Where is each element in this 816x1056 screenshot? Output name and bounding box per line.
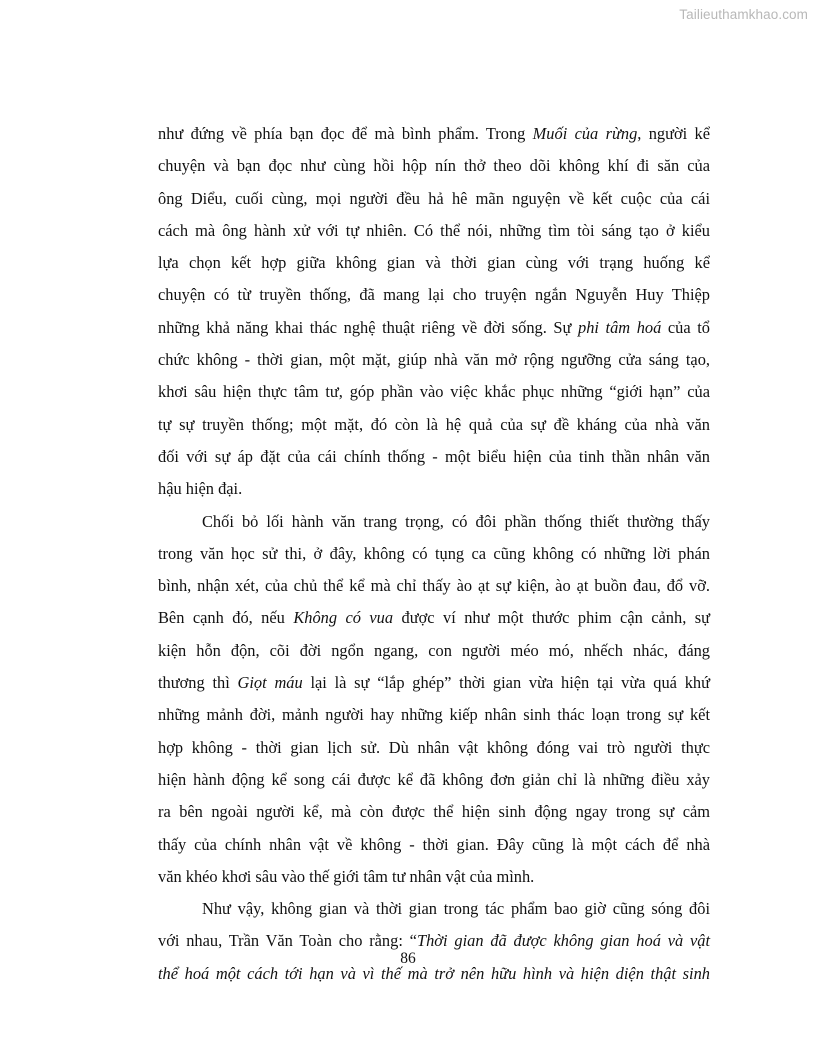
- text-run: đối với sự áp đặt của cái chính thống - một biểu hiện của tinh thần nhân văn: [158, 446, 710, 466]
- text-line: [158, 473, 710, 505]
- text-line: [158, 506, 710, 538]
- text-line: [158, 215, 710, 247]
- text-line: [158, 796, 710, 828]
- text-run: trong văn học sử thi, ở đây, không có tụng ca cũng không có những lời phán: [158, 543, 710, 563]
- text-run: hậu hiện đại.: [158, 479, 243, 499]
- text-run: kiện hỗn độn, cõi đời ngổn ngang, con người méo mó, nhếch nhác, đáng: [158, 640, 710, 660]
- text-run: hiện hành động kể song cái được kể đã không đơn giản chỉ là những điều xảy: [158, 769, 710, 789]
- italic-title: Muối của rừng: [532, 124, 638, 143]
- text-run: bình, nhận xét, của chủ thể kể mà chỉ thấy ào ạt sự kiện, ào ạt buồn đau, đổ vỡ.: [158, 576, 710, 596]
- text-run: của tổ: [661, 317, 710, 337]
- text-run: khơi sâu hiện thực tâm tư, góp phần vào việc khắc phục những “giới hạn” của: [158, 382, 710, 402]
- text-line: [158, 570, 710, 602]
- paragraph-1: [158, 118, 710, 506]
- text-run: ông Diểu, cuối cùng, mọi người đều hả hê mãn nguyện về kết cuộc của cái: [158, 188, 710, 208]
- italic-title: Giọt máu: [237, 673, 303, 693]
- text-run: những mảnh đời, mảnh người hay những kiếp nhân sinh thác loạn trong sự kết: [158, 705, 710, 725]
- text-run: tự sự truyền thống; một mặt, đó còn là hệ quả của sự đề kháng của nhà văn: [158, 414, 710, 434]
- text-line: [158, 764, 710, 796]
- text-line: [158, 247, 710, 279]
- italic-title: thể hoá một cách tới hạn và vì thế mà trở nên hữu hình và hiện diện thật sinh: [158, 963, 710, 983]
- text-run: văn khéo khơi sâu vào thế giới tâm tư nhân vật của mình.: [158, 866, 535, 886]
- text-run: những khả năng khai thác nghệ thuật riêng về đời sống. Sự: [158, 317, 579, 337]
- text-line: [158, 861, 710, 893]
- text-line: [158, 667, 710, 699]
- text-line: [158, 635, 710, 667]
- italic-title: Thời gian đã được không gian hoá và vật: [416, 931, 711, 951]
- italic-title: phi tâm hoá: [578, 317, 662, 337]
- text-line: [158, 150, 710, 182]
- watermark: Tailieuthamkhao.com: [679, 7, 808, 22]
- text-line: [158, 376, 710, 408]
- text-run: Chối bỏ lối hành văn trang trọng, có đôi phần thống thiết thường thấy: [202, 511, 710, 531]
- text-run: Như vậy, không gian và thời gian trong tác phẩm bao giờ cũng sóng đôi: [202, 899, 710, 919]
- italic-title: Không có vua: [293, 608, 394, 628]
- text-line: [158, 893, 710, 925]
- text-line: [158, 118, 710, 150]
- text-run: thương thì: [158, 673, 238, 693]
- text-run: chuyện có từ truyền thống, đã mang lại cho truyện ngắn Nguyễn Huy Thiệp: [158, 285, 710, 305]
- document-body: [158, 118, 710, 990]
- text-run: ra bên ngoài người kể, mà còn được thể hiện sinh động ngay trong sự cảm: [158, 802, 710, 822]
- text-line: [158, 829, 710, 861]
- text-line: [158, 732, 710, 764]
- text-line: [158, 183, 710, 215]
- text-line: [158, 538, 710, 570]
- text-run: chức không - thời gian, một mặt, giúp nhà văn mở rộng ngưỡng cửa sáng tạo,: [158, 350, 710, 370]
- text-run: , người kể: [637, 124, 710, 143]
- text-line: [158, 602, 710, 634]
- text-run: lại là sự “lắp ghép” thời gian vừa hiện tại vừa quá khứ: [302, 673, 710, 693]
- page-number: 86: [400, 950, 416, 967]
- text-run: hợp không - thời gian lịch sử. Dù nhân vật không đóng vai trò người thực: [158, 737, 710, 757]
- text-line: [158, 699, 710, 731]
- text-line: [158, 312, 710, 344]
- text-run: Bên cạnh đó, nếu: [158, 608, 294, 628]
- text-line: [158, 279, 710, 311]
- text-run: thấy của chính nhân vật về không - thời gian. Đây cũng là một cách để nhà: [158, 834, 710, 854]
- text-run: cách mà ông hành xử với tự nhiên. Có thể nói, những tìm tòi sáng tạo ở kiểu: [158, 220, 710, 240]
- text-run: chuyện và bạn đọc như cùng hồi hộp nín thở theo dõi không khí đi săn của: [158, 156, 710, 176]
- text-line: [158, 344, 710, 376]
- text-line: [158, 441, 710, 473]
- text-run: như đứng về phía bạn đọc để mà bình phẩm. Trong: [158, 124, 533, 143]
- paragraph-3: [158, 893, 710, 990]
- paragraph-2: [158, 506, 710, 894]
- text-line: [158, 409, 710, 441]
- text-run: với nhau, Trần Văn Toàn cho rằng: “: [158, 931, 417, 951]
- text-run: lựa chọn kết hợp giữa không gian và thời gian cùng với trạng huống kể: [158, 253, 710, 273]
- text-run: được ví như một thước phim cận cảnh, sự: [393, 608, 711, 628]
